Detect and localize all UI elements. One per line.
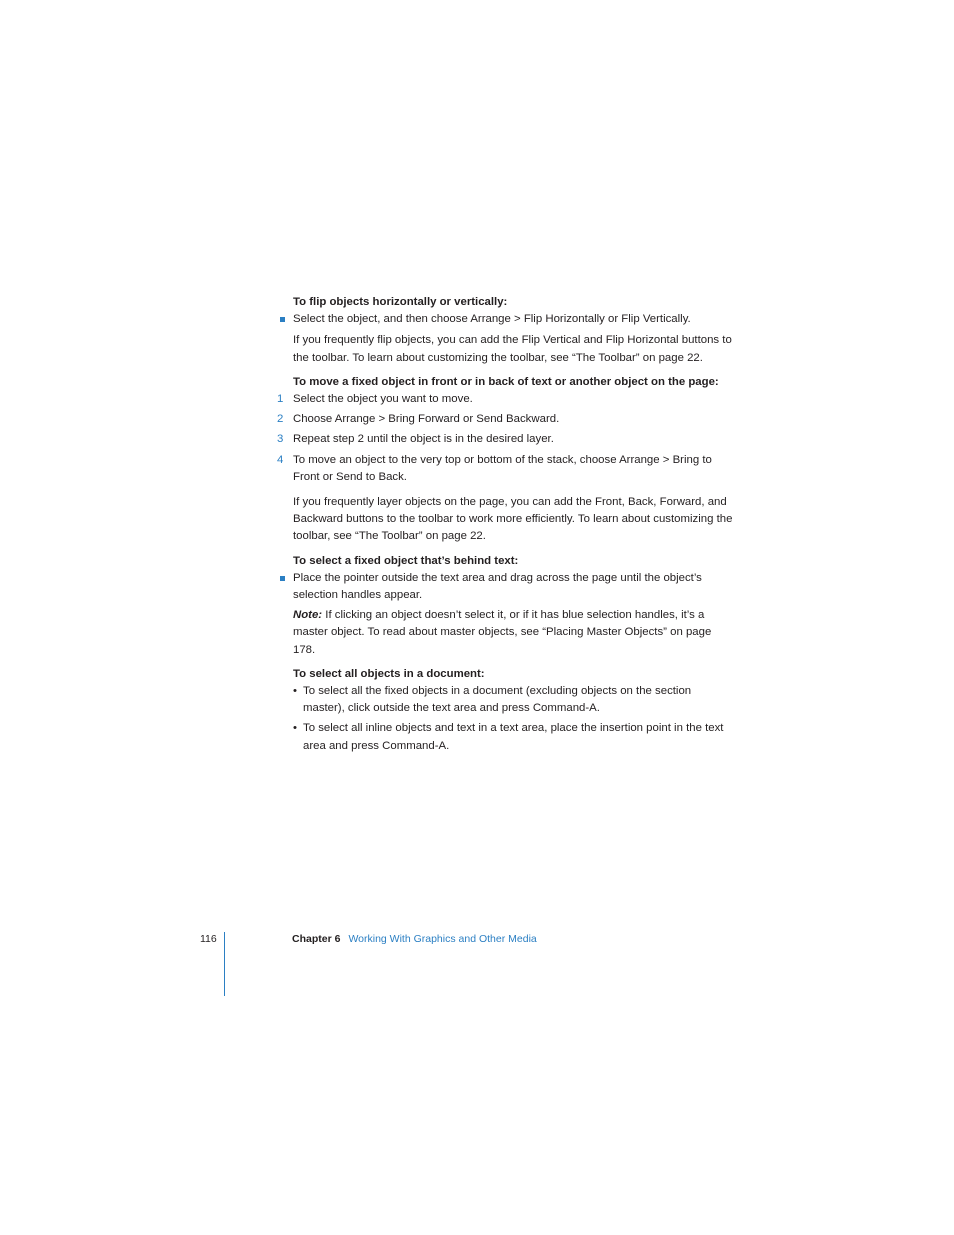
page-number: 116 xyxy=(200,933,217,945)
step-number: 4 xyxy=(277,453,284,466)
step-text: Select the object you want to move. xyxy=(293,393,473,406)
chapter-label: Chapter 6 xyxy=(292,933,341,945)
select-behind-heading: To select a fixed object that’s behind text: xyxy=(293,554,519,567)
select-behind-note xyxy=(293,607,733,659)
bullet-dot-icon: • xyxy=(293,722,297,735)
step-number: 2 xyxy=(277,413,284,426)
flip-heading: To flip objects horizontally or vertically: xyxy=(293,296,508,308)
square-bullet-icon xyxy=(280,576,285,581)
step-item xyxy=(277,411,733,428)
select-all-heading: To select all objects in a document: xyxy=(293,667,485,680)
flip-note: If you frequently flip objects, you can add the Flip Vertical and Flip Horizontal buttons to the toolbar. To learn about customizing the toolbar, see “The Toolbar” on page 22. xyxy=(293,334,732,364)
footer-divider xyxy=(224,932,225,996)
step-item xyxy=(277,431,733,448)
select-behind-bullet-text: Place the pointer outside the text area and drag across the page until the object’s selection handles appear. xyxy=(293,571,702,602)
list-item xyxy=(293,720,733,754)
list-item-text: To select all the fixed objects in a document (excluding objects on the section master), click outside the text area and press Command-A. xyxy=(303,685,692,715)
step-text: Repeat step 2 until the object is in the desired layer. xyxy=(293,433,554,446)
chapter-title: Working With Graphics and Other Media xyxy=(348,933,537,945)
footer-chapter xyxy=(292,933,537,945)
step-number: 1 xyxy=(277,393,284,406)
page-content xyxy=(277,294,733,755)
select-behind-bullet xyxy=(293,570,733,604)
list-item-text: To select all inline objects and text in a text area, place the insertion point in the text area and press Command-A. xyxy=(303,722,724,752)
bullet-dot-icon: • xyxy=(293,685,297,698)
square-bullet-icon xyxy=(280,317,285,322)
note-label: Note: xyxy=(293,609,323,622)
move-steps xyxy=(277,391,733,486)
note-text: If clicking an object doesn’t select it, or if it has blue selection handles, it’s a master object. To read about master objects, see “Placing Master Objects” on page 178. xyxy=(293,609,712,656)
step-item xyxy=(277,452,733,486)
step-number: 3 xyxy=(277,433,284,446)
step-text: To move an object to the very top or bottom of the stack, choose Arrange > Bring to Front or Send to Back. xyxy=(293,453,712,483)
list-item xyxy=(293,683,733,717)
move-note: If you frequently layer objects on the page, you can add the Front, Back, Forward, and Backward buttons to the toolbar to work more efficiently. To learn about customizing the toolbar, see “The Toolbar” on page 22. xyxy=(293,496,733,543)
step-item xyxy=(277,391,733,408)
flip-bullet xyxy=(293,311,733,328)
flip-bullet-text: Select the object, and then choose Arrange > Flip Horizontally or Flip Vertically. xyxy=(293,313,691,326)
step-text: Choose Arrange > Bring Forward or Send Backward. xyxy=(293,413,560,426)
move-heading: To move a fixed object in front or in back of text or another object on the page: xyxy=(293,375,719,388)
